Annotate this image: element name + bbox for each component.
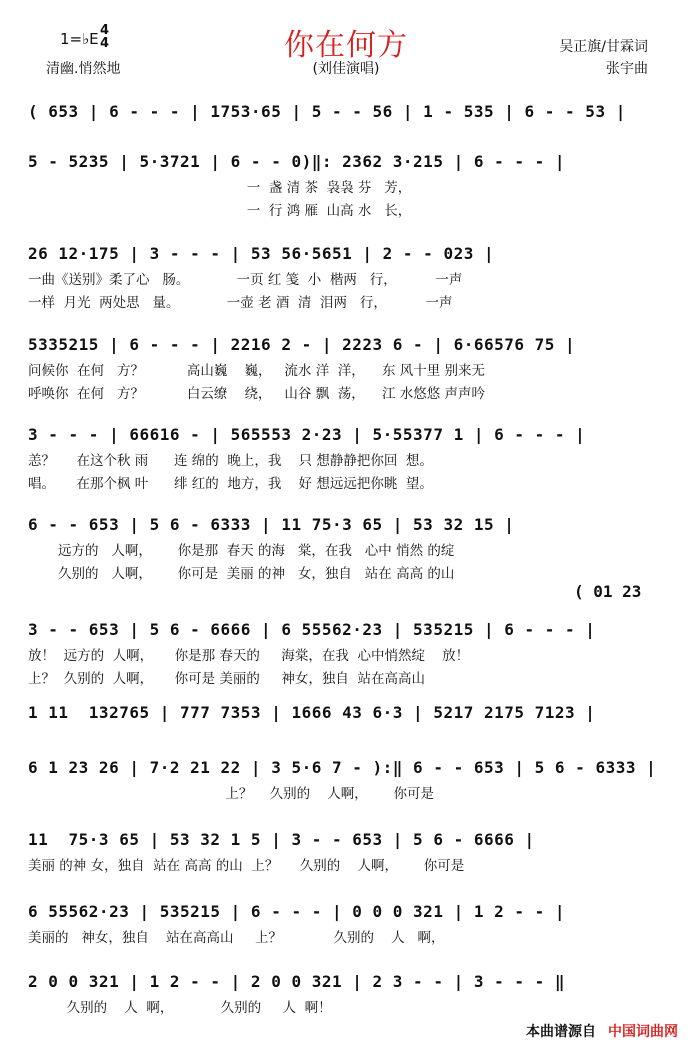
lyric-verse-1: 远方的 人啊， 你是那 春天 的海 棠，在我 心中 悄然 的绽	[28, 543, 455, 559]
notation-row: 1 11 132765 | 777 7353 | 1666 43 6·3 | 5217 2175 7123 |	[28, 703, 596, 722]
notation-row: 26 12·175 | 3 - - - | 53 56·5651 | 2 - - 023 |	[28, 244, 495, 263]
pickup-notes: ( 01 23	[574, 582, 642, 601]
lyric-verse-2: 呼唤你 在何 方？ 白云缭 绕， 山谷 飘 荡， 江 水悠悠 声声吟	[28, 386, 486, 402]
lyric-verse-2: 久别的 人啊， 你可是 美丽 的神 女，独自 站在 高高 的山	[28, 566, 455, 582]
lyric-verse-1: 上？ 久别的 人啊， 你可是	[28, 786, 434, 802]
lyricist-credit: 吴正旗/甘霖词	[559, 39, 648, 55]
lyric-verse-2: 一样 月光 两处思 量。 一壶 老 酒 清 泪两 行， 一声	[28, 295, 453, 311]
lyric-verse-1: 久别的 人 啊， 久别的 人 啊！	[28, 1000, 332, 1016]
key-text: 1=♭E	[60, 30, 99, 48]
notation-row: 3 - - - | 66616 - | 565553 2·23 | 5·55377 1 | 6 - - - |	[28, 425, 586, 444]
singer-credit: (刘佳演唱)	[312, 61, 380, 77]
source-label: 本曲谱源自	[526, 1024, 596, 1040]
source-footer	[526, 1021, 678, 1041]
notation-row: 3 - - 653 | 5 6 - 6666 | 6 55562·23 | 535215 | 6 - - - |	[28, 620, 596, 639]
lyric-verse-2: 唱。 在那个枫 叶 绯 红的 地方，我 好 想远远把你眺 望。	[28, 476, 433, 492]
site-link[interactable]: 中国词曲网	[608, 1024, 678, 1040]
lyric-verse-1: 一 盏 清 茶 袅袅 芬 芳，	[28, 180, 412, 196]
time-top: 4	[100, 23, 110, 38]
notation-row: 5335215 | 6 - - - | 2216 2 - | 2223 6 - | 6·66576 75 |	[28, 335, 576, 354]
lyric-verse-1: 问候你 在何 方？ 高山巍 巍， 流水 洋 洋， 东 风十里 别来无	[28, 363, 486, 379]
notation-row: 5 - 5235 | 5·3721 | 6 - - 0)‖: 2362 3·215 | 6 - - - |	[28, 152, 566, 171]
notation-row: 6 55562·23 | 535215 | 6 - - - | 0 0 0 321 | 1 2 - - |	[28, 902, 566, 921]
composer-credit: 张宇曲	[606, 61, 648, 77]
notation-row: 11 75·3 65 | 53 32 1 5 | 3 - - 653 | 5 6 - 6666 |	[28, 830, 535, 849]
lyric-verse-1: 放！ 远方的 人啊， 你是那 春天的 海棠，在我 心中悄然绽 放！	[28, 648, 470, 664]
mood-marking: 清幽.悄然地	[46, 61, 121, 77]
lyric-verse-1: 美丽 的神 女，独自 站在 高高 的山 上？ 久别的 人啊， 你可是	[28, 858, 465, 874]
lyric-verse-2: 一 行 鸿 雁 山高 水 长，	[28, 203, 412, 219]
song-title: 你在何方	[284, 28, 408, 63]
notation-row: ( 653 | 6 - - - | 1753·65 | 5 - - 56 | 1 - 535 | 6 - - 53 |	[28, 102, 626, 121]
lyric-verse-2: 上？ 久别的 人啊， 你可是 美丽的 神女，独自 站在高高山	[28, 671, 425, 687]
notation-row: 6 - - 653 | 5 6 - 6333 | 11 75·3 65 | 53 32 15 |	[28, 515, 515, 534]
notation-row: 6 1 23 26 | 7·2 21 22 | 3 5·6 7 - ):‖ 6 - - 653 | 5 6 - 6333 |	[28, 758, 657, 777]
lyric-verse-1: 一曲《送别》柔了心 肠。 一页 红 笺 小 楷两 行， 一声	[28, 272, 463, 288]
time-bottom: 4	[100, 36, 110, 51]
lyric-verse-1: 美丽的 神女，独自 站在高高山 上？ 久别的 人 啊，	[28, 930, 445, 946]
notation-row: 2 0 0 321 | 1 2 - - | 2 0 0 321 | 2 3 - - | 3 - - - ‖	[28, 972, 566, 991]
lyric-verse-1: 恙？ 在这个秋 雨 连 绵的 晚上，我 只 想静静把你回 想。	[28, 453, 433, 469]
